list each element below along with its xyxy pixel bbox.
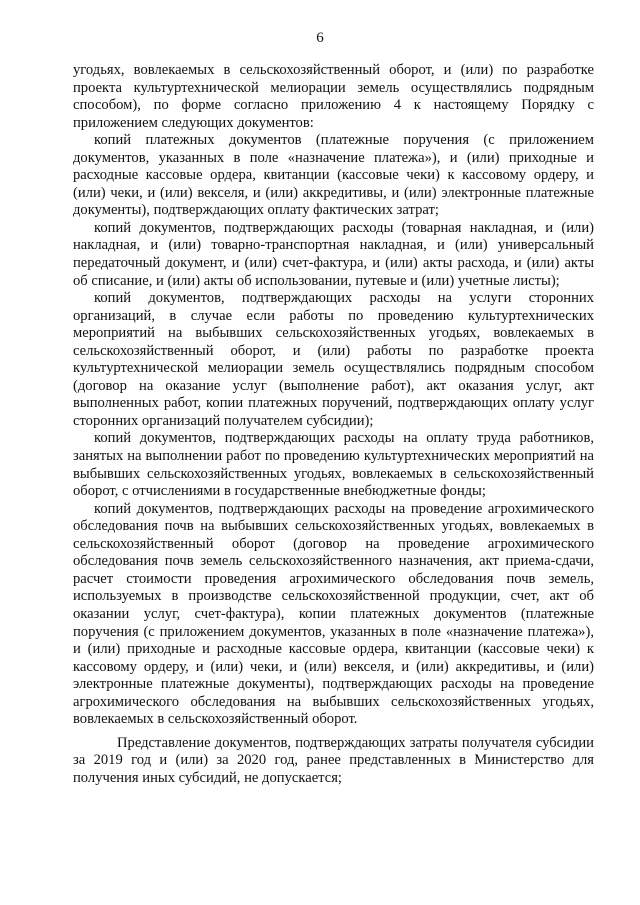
page-number: 6 <box>316 30 324 46</box>
paragraph-submission-restriction: Представление документов, подтверждающих затраты получателя субсидии за 2019 год и (или) за 2020 год, ранее представленных в Министерство для получения иных субсидий, не допускается; <box>73 734 594 786</box>
paragraph-agrochemical-survey: копий документов, подтверждающих расходы на проведение агрохимического обследования почв на выбывших сельскохозяйственных угодьях, вовлекаемых в сельскохозяйственный оборот (договор на проведение агрохимического обследования почв земель сельскохозяйственного назначения, акт приема-сдачи, расчет стоимости проведения агрохимического обследования почв земель, используемых в производстве сельскохозяйственной продукции, счет, акт об оказании услуг, счет-фактура), копии платежных документов (платежные поручения (с приложением документов, указанных в поле «назначение платежа»), и (или) приходные и расходные кассовые ордера, квитанции (кассовые чеки) к кассовому ордеру, и (или) чеки, и (или) векселя, и (или) аккредитивы, и (или) электронные платежные документы), подтверждающих расходы на проведение агрохимического обследования на выбывших сельскохозяйственных угодьях, вовлекаемых в сельскохозяйственный оборот. <box>73 500 594 728</box>
paragraph-labor-costs: копий документов, подтверждающих расходы на оплату труда работников, занятых на выполнении работ по проведению культуртехнических мероприятий на выбывших сельскохозяйственных угодьях, вовлекаемых в сельскохозяйственный оборот, с отчислениями в государственные внебюджетные фонды; <box>73 430 594 500</box>
paragraph-third-party-services: копий документов, подтверждающих расходы на услуги сторонних организаций, в случае если работы по проведению культуртехнических мероприятий на выбывших сельскохозяйственных угодьях, вовлекаемых в сельскохозяйственный оборот, и (или) работы по разработке проекта культуртехнической мелиорации земель осуществлялись подрядным способом (договор на оказание услуг (выполнение работ), акт оказания услуг, акт выполненных работ, копии платежных поручений, подтверждающих оплату услуг сторонних организаций получателем субсидии); <box>73 290 594 429</box>
paragraph-expense-documents: копий документов, подтверждающих расходы (товарная накладная, и (или) накладная, и (или) товарно-транспортная накладная, и (или) универсальный передаточный документ, и (или) счет-фактура, и (или) акты расхода, и (или) акты об списание, и (или) акты об использовании, путевые и (или) учетные листы); <box>73 219 594 289</box>
paragraph-payment-documents: копий платежных документов (платежные поручения (с приложением документов, указанных в поле «назначение платежа»), и (или) приходные и расходные кассовые ордера, квитанции (кассовые чеки) к кассовому ордеру, и (или) чеки, и (или) векселя, и (или) аккредитивы, и (или) электронные платежные документы), подтверждающих оплату фактических затрат; <box>73 132 594 219</box>
document-body <box>73 62 594 787</box>
paragraph-continuation: угодьях, вовлекаемых в сельскохозяйственный оборот, и (или) по разработке проекта культуртехнической мелиорации земель осуществлялись подрядным способом), по форме согласно приложению 4 к настоящему Порядку с приложением следующих документов: <box>73 62 594 131</box>
